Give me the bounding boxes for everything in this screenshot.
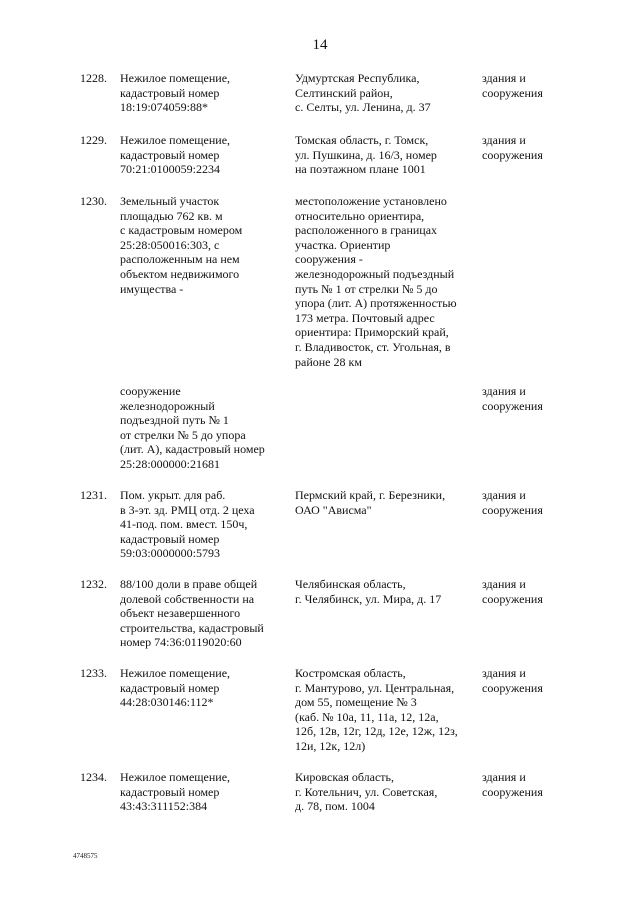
entry-object: Нежилое помещение, кадастровый номер 43:43:311152:384 bbox=[120, 770, 231, 814]
entry-property-type: здания и сооружения bbox=[482, 133, 543, 162]
entry-property-type: здания и сооружения bbox=[482, 770, 543, 799]
entry-property-type: здания и сооружения bbox=[482, 488, 543, 517]
entry-property-type: здания и сооружения bbox=[482, 577, 543, 606]
entry-address: местоположение установлено относительно ориентира, расположенного в границах участка. Ориентир сооружения - железнодорожный подъездный путь № 1 от стрелки № 5 до упора (лит. А) протяженностью 173 метра. Почтовый адрес ориентира: Приморский край, г. Владивосток, ст. Угольная, в районе 28 км bbox=[295, 194, 457, 369]
entry-address: Пермский край, г. Березники, ОАО "Ависма" bbox=[295, 488, 446, 517]
entry-address: Костромская область, г. Мантурово, ул. Центральная, дом 55, помещение № 3 (каб. № 10а, 11, 11а, 12, 12а, 12б, 12в, 12г, 12д, 12е, 12ж, 12з, 12и, 12к, 12л) bbox=[295, 666, 458, 753]
entry-number: 1229. bbox=[80, 133, 107, 147]
entry-object: сооружение железнодорожный подъездной путь № 1 от стрелки № 5 до упора (лит. А), кадастровый номер 25:28:000000:21681 bbox=[120, 384, 265, 471]
entry-property-type: здания и сооружения bbox=[482, 71, 543, 100]
document-id: 4748575 bbox=[73, 852, 98, 860]
entry-address: Удмуртская Республика, Селтинский район, с. Селты, ул. Ленина, д. 37 bbox=[295, 71, 431, 115]
page-number: 14 bbox=[312, 37, 328, 53]
entry-object: Нежилое помещение, кадастровый номер 70:21:0100059:2234 bbox=[120, 133, 231, 177]
entry-number: 1228. bbox=[80, 71, 107, 85]
entry-object: 88/100 доли в праве общей долевой собственности на объект незавершенного строительства, кадастровый номер 74:36:0119020:60 bbox=[120, 577, 264, 650]
entry-number: 1231. bbox=[80, 488, 107, 502]
entry-object: Нежилое помещение, кадастровый номер 18:19:074059:88* bbox=[120, 71, 231, 115]
entry-address: Челябинская область, г. Челябинск, ул. Мира, д. 17 bbox=[295, 577, 442, 606]
entry-number: 1233. bbox=[80, 666, 107, 680]
entry-number: 1230. bbox=[80, 194, 107, 208]
entry-address: Томская область, г. Томск, ул. Пушкина, д. 16/3, номер на поэтажном плане 1001 bbox=[295, 133, 437, 177]
entry-property-type: здания и сооружения bbox=[482, 666, 543, 695]
entry-number: 1232. bbox=[80, 577, 107, 591]
entry-address: Кировская область, г. Котельнич, ул. Советская, д. 78, пом. 1004 bbox=[295, 770, 438, 814]
entry-property-type: здания и сооружения bbox=[482, 384, 543, 413]
entry-object: Пом. укрыт. для раб. в 3-эт. зд. РМЦ отд. 2 цеха 41-под. пом. вмест. 150ч, кадастровый номер 59:03:0000000:5793 bbox=[120, 488, 255, 561]
entry-number: 1234. bbox=[80, 770, 107, 784]
entry-object: Земельный участок площадью 762 кв. м с кадастровым номером 25:28:050016:303, с расположенным на нем объектом недвижимого имущества - bbox=[120, 194, 243, 296]
entry-object: Нежилое помещение, кадастровый номер 44:28:030146:112* bbox=[120, 666, 231, 710]
